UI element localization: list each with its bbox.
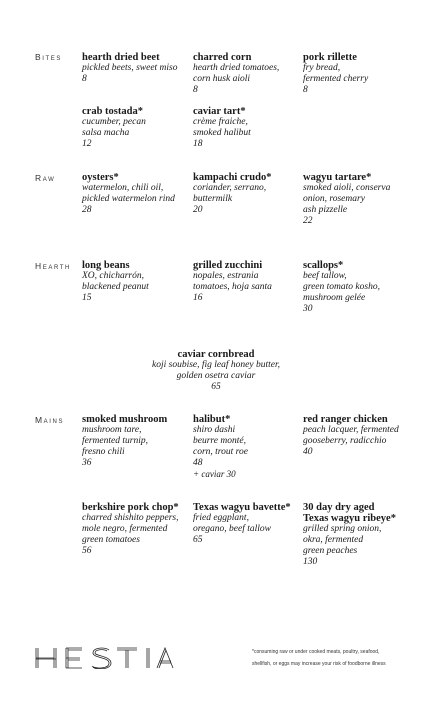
item-description: watermelon, chili oil, pickled watermelon rind <box>82 183 175 204</box>
item-name: kampachi crudo* <box>193 172 272 183</box>
item-name: caviar cornbread <box>177 349 255 360</box>
menu-item-caviar-cornbread <box>116 349 316 393</box>
menu-item-halibut <box>193 414 301 480</box>
item-description: grilled spring onion, okra, fermented green peaches <box>303 524 382 556</box>
item-price: 28 <box>82 205 92 215</box>
item-price: 65 <box>193 535 203 545</box>
item-name: oysters* <box>82 172 119 183</box>
item-description: fried eggplant, oregano, beef tallow <box>193 513 272 534</box>
item-price: 12 <box>82 139 92 149</box>
item-price: 48 <box>193 458 203 468</box>
item-description: smoked aioli, conserva onion, rosemary ash pizzelle <box>303 183 391 215</box>
item-name: grilled zucchini <box>193 260 263 271</box>
item-name: wagyu tartare* <box>303 172 372 183</box>
item-name: smoked mushroom <box>82 414 168 425</box>
item-name: crab tostada* <box>82 106 143 117</box>
menu-item-long-beans <box>82 260 190 304</box>
consumption-disclaimer: *consuming raw or under cooked meats, poultry, seafood, shellfish, or eggs may increase your risk of foodborne illness <box>252 649 386 667</box>
menu-item-caviar-tart <box>193 106 301 150</box>
menu-item-wagyu-tartare <box>303 172 411 227</box>
item-description: fry bread, fermented cherry <box>303 63 369 84</box>
item-price: 8 <box>303 85 308 95</box>
item-description: beef tallow, green tomato kosho, mushroom gelée <box>303 271 380 303</box>
menu-item-berkshire-pork-chop <box>82 502 190 557</box>
item-description: koji soubise, fig leaf honey butter, golden osetra caviar <box>152 360 280 381</box>
item-price: 15 <box>82 293 92 303</box>
item-price: 56 <box>82 546 92 556</box>
menu-item-hearth-dried-beet <box>82 52 190 85</box>
menu-item-wagyu-ribeye <box>303 502 411 568</box>
item-description: mushroom tare, fermented turnip, fresno chili <box>82 425 148 457</box>
item-description: coriander, serrano, buttermilk <box>193 183 267 204</box>
item-addon: + caviar 30 <box>193 469 236 479</box>
menu-item-grilled-zucchini <box>193 260 301 304</box>
item-name: charred corn <box>193 52 252 63</box>
item-price: 36 <box>82 458 92 468</box>
item-price: 8 <box>193 85 198 95</box>
item-price: 30 <box>303 304 313 314</box>
section-label-hearth: Hearth <box>35 261 71 271</box>
item-description: pickled beets, sweet miso <box>82 63 178 73</box>
item-name: 30 day dry aged Texas wagyu ribeye* <box>303 502 396 524</box>
menu-item-texas-wagyu-bavette <box>193 502 301 546</box>
item-name: scallops* <box>303 260 344 271</box>
menu-item-crab-tostada <box>82 106 190 150</box>
item-name: berkshire pork chop* <box>82 502 179 513</box>
item-description: XO, chicharrón, blackened peanut <box>82 271 149 292</box>
item-price: 16 <box>193 293 203 303</box>
menu-item-pork-rillette <box>303 52 411 96</box>
item-description: cucumber, pecan salsa macha <box>82 117 146 138</box>
menu-item-charred-corn <box>193 52 301 96</box>
menu-item-scallops <box>303 260 411 315</box>
item-price: 8 <box>82 74 87 84</box>
item-name: long beans <box>82 260 130 271</box>
item-price: 130 <box>303 557 318 567</box>
section-label-raw: Raw <box>35 173 56 183</box>
item-description: peach lacquer, fermented gooseberry, radicchio <box>303 425 399 446</box>
item-name: halibut* <box>193 414 231 425</box>
hestia-logo <box>35 647 175 669</box>
item-description: nopales, estrania tomatoes, hoja santa <box>193 271 272 292</box>
item-description: charred shishito peppers, mole negro, fermented green tomatoes <box>82 513 179 545</box>
item-price: 22 <box>303 216 313 226</box>
item-description: hearth dried tomatoes, corn husk aioli <box>193 63 280 84</box>
item-name: Texas wagyu bavette* <box>193 502 291 513</box>
item-price: 65 <box>211 382 221 392</box>
item-price: 18 <box>193 139 203 149</box>
item-name: pork rillette <box>303 52 357 63</box>
item-description: shiro dashi beurre monté, corn, trout roe <box>193 425 248 457</box>
section-label-bites: Bites <box>35 52 63 62</box>
item-description: crème fraiche, smoked halibut <box>193 117 251 138</box>
item-name: caviar tart* <box>193 106 246 117</box>
item-name: red ranger chicken <box>303 414 388 425</box>
menu-item-oysters <box>82 172 190 216</box>
menu-item-smoked-mushroom <box>82 414 190 469</box>
menu-item-kampachi-crudo <box>193 172 301 216</box>
item-price: 20 <box>193 205 203 215</box>
menu-item-red-ranger-chicken <box>303 414 411 458</box>
item-name: hearth dried beet <box>82 52 160 63</box>
item-price: 40 <box>303 447 313 457</box>
section-label-mains: Mains <box>35 415 65 425</box>
